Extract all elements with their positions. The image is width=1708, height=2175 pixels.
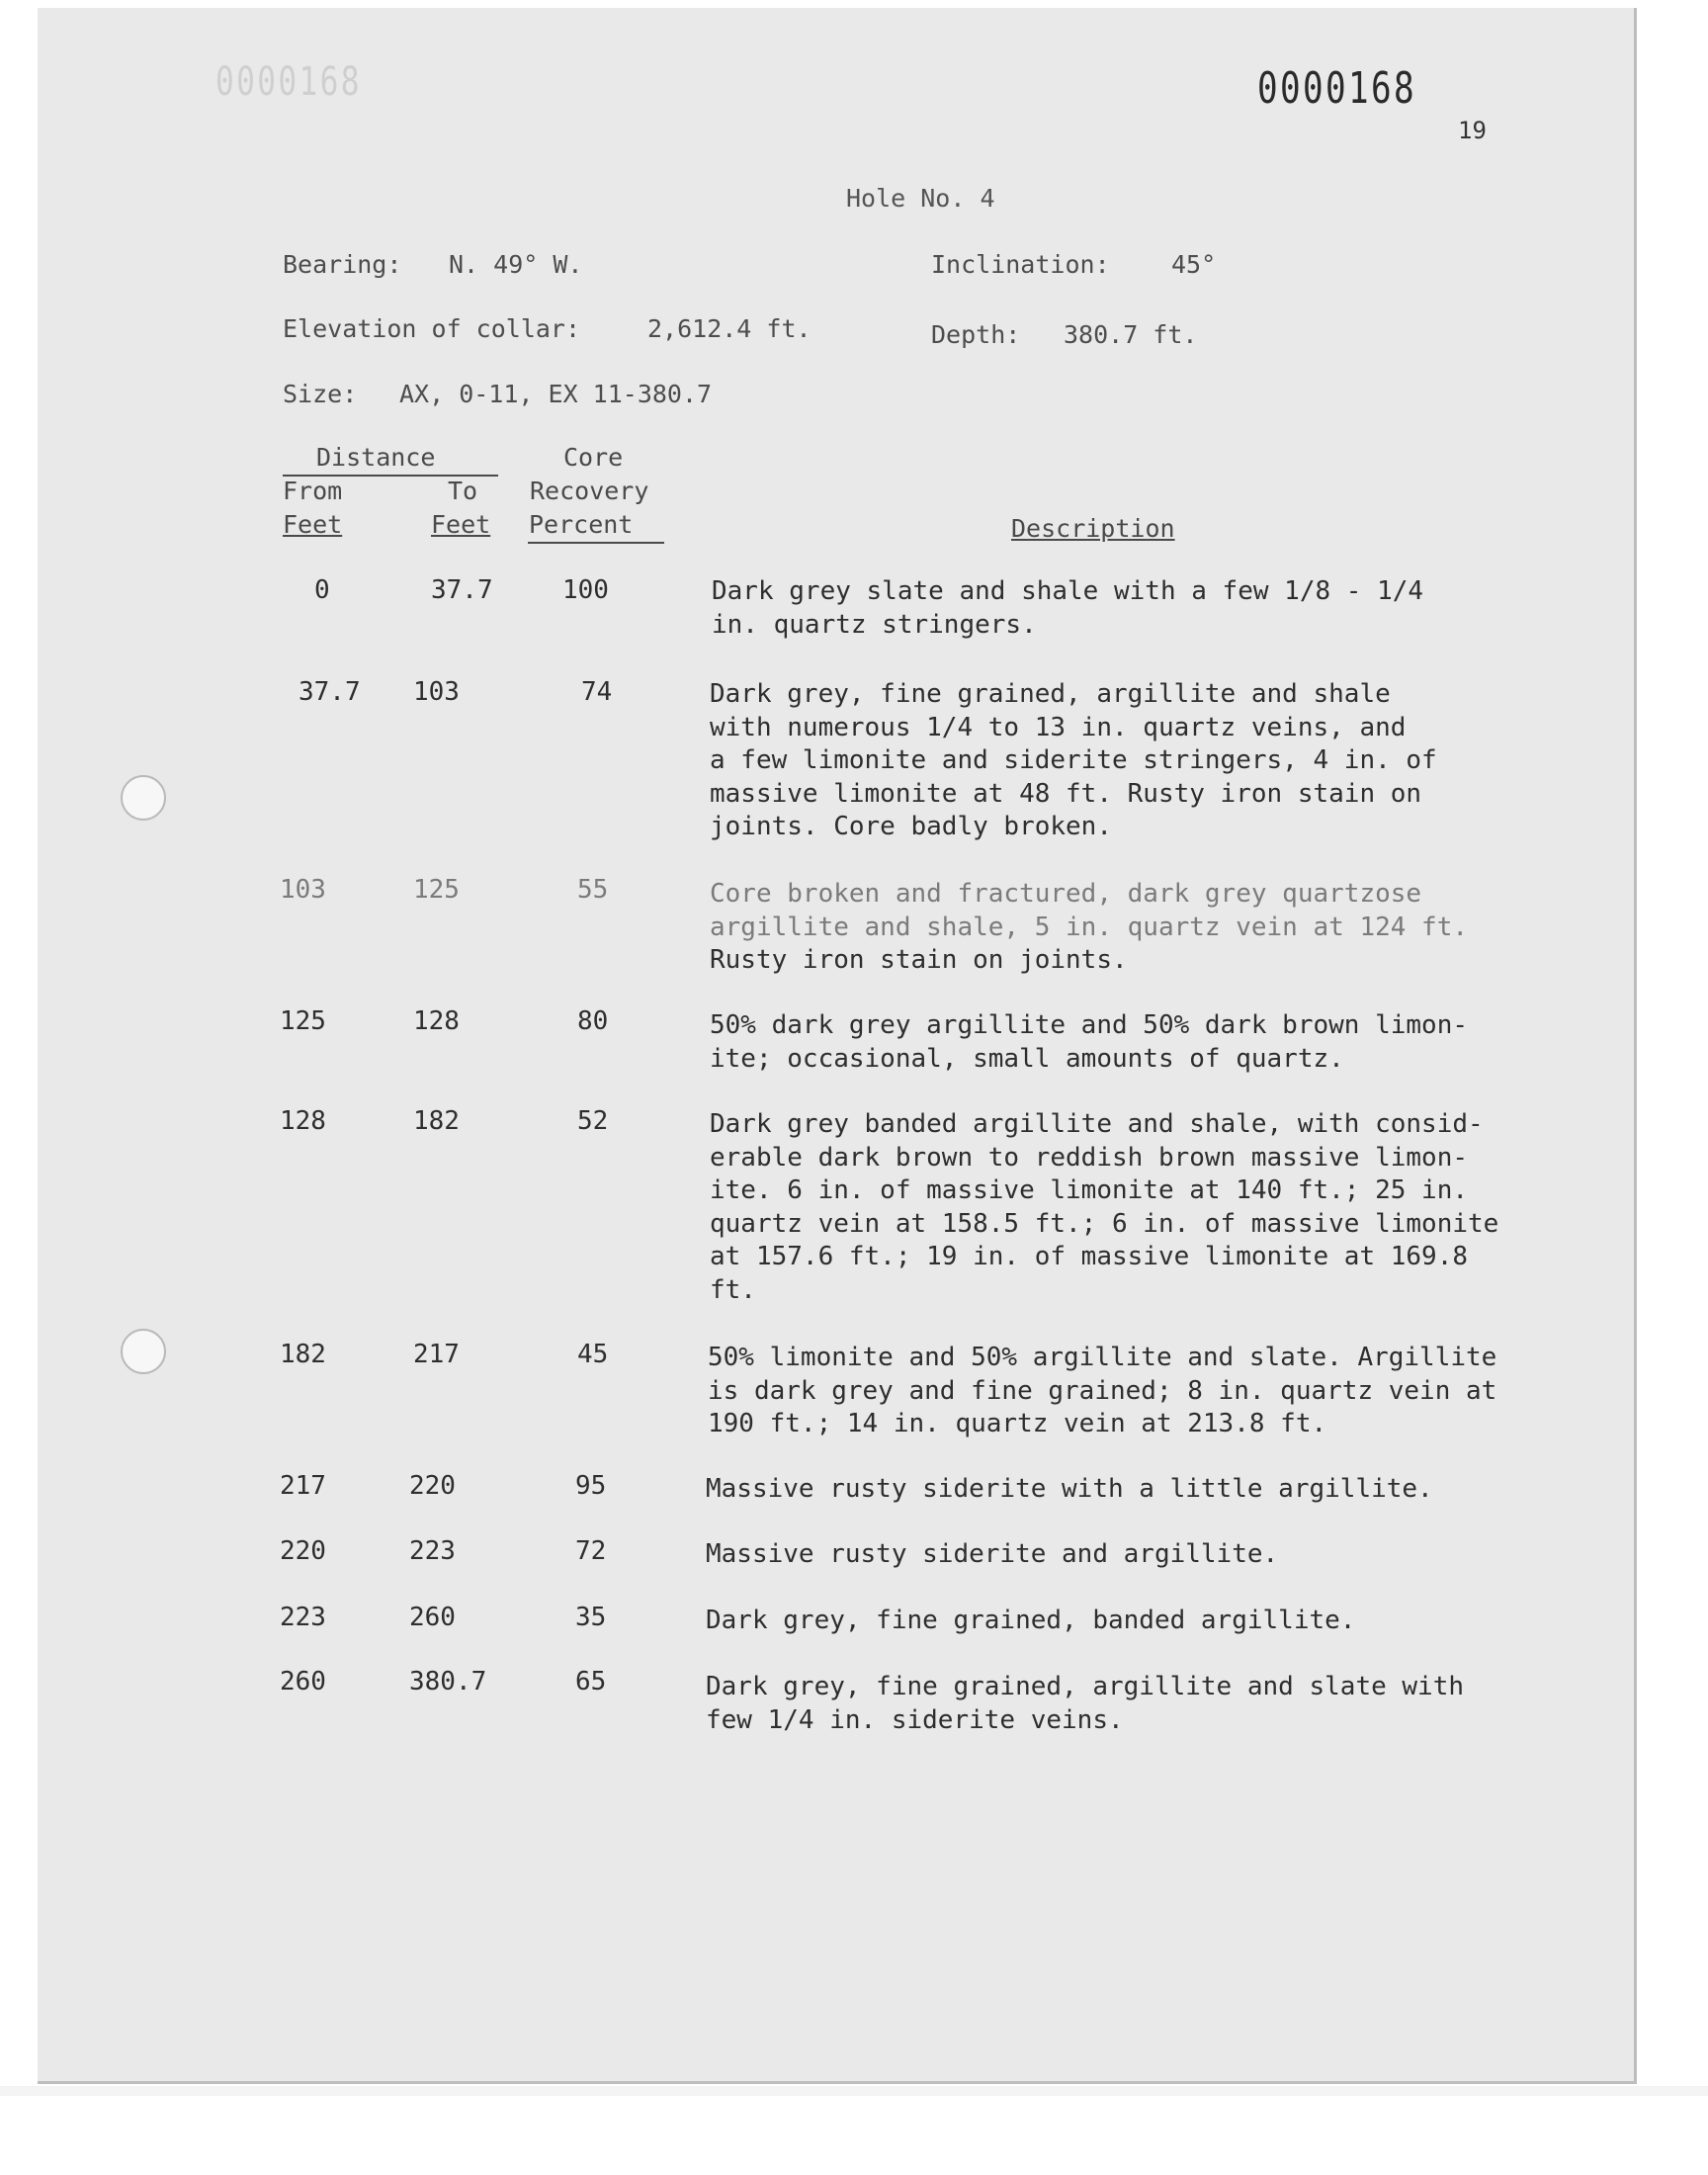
row-from: 0 <box>314 575 330 605</box>
row-to: 182 <box>413 1106 460 1136</box>
row-recovery: 95 <box>575 1471 607 1501</box>
description-line: is dark grey and fine grained; 8 in. quartz vein at <box>708 1375 1497 1406</box>
description-line: in. quartz stringers. <box>712 609 1037 640</box>
bearing-label: Bearing: <box>283 250 402 279</box>
row-description <box>706 1538 1278 1572</box>
row-recovery: 72 <box>575 1536 607 1566</box>
row-to: 220 <box>409 1471 456 1501</box>
description-line: massive limonite at 48 ft. Rusty iron stain on <box>710 778 1422 809</box>
description-line: Dark grey, fine grained, argillite and slate with <box>706 1672 1465 1701</box>
core-header: Core <box>563 443 624 472</box>
row-recovery: 100 <box>562 575 609 605</box>
inclination-value: 45° <box>1171 250 1217 279</box>
row-to: 128 <box>413 1006 460 1036</box>
row-recovery: 74 <box>581 677 613 707</box>
description-line: Dark grey slate and shale with a few 1/8 - 1/4 <box>712 576 1424 606</box>
distance-header: Distance <box>316 443 436 472</box>
description-line: Dark grey banded argillite and shale, with consid- <box>710 1109 1484 1139</box>
depth-label: Depth: <box>931 320 1021 349</box>
row-description <box>706 1473 1433 1507</box>
description-line: Dark grey, fine grained, banded argillite. <box>706 1606 1356 1635</box>
row-recovery: 80 <box>577 1006 609 1036</box>
description-line: a few limonite and siderite stringers, 4 in. of <box>710 745 1437 775</box>
row-recovery: 52 <box>577 1106 609 1136</box>
row-description <box>708 1342 1496 1441</box>
description-line: ite. 6 in. of massive limonite at 140 ft.; 25 in. <box>710 1175 1469 1205</box>
recovery-header: Recovery <box>530 477 649 505</box>
from-header: From <box>283 477 343 505</box>
depth-value: 380.7 ft. <box>1064 320 1198 349</box>
description-line: joints. Core badly broken. <box>710 812 1112 841</box>
description-line: ft. <box>710 1274 756 1305</box>
row-to: 125 <box>413 875 460 905</box>
elevation-label: Elevation of collar: <box>283 314 581 343</box>
document-page <box>38 8 1637 2084</box>
description-line: Massive rusty siderite with a little argillite. <box>706 1474 1433 1504</box>
description-line: with numerous 1/4 to 13 in. quartz veins, and <box>710 712 1407 742</box>
document-number: 0000168 <box>1257 63 1417 114</box>
row-recovery: 55 <box>577 875 609 905</box>
description-line: erable dark brown to reddish brown massive limon- <box>710 1142 1469 1173</box>
bearing-value: N. 49° W. <box>449 250 583 279</box>
row-description <box>710 1108 1498 1307</box>
from-feet-header: Feet <box>283 510 343 539</box>
row-description <box>710 1009 1468 1076</box>
hole-punch <box>121 775 166 821</box>
description-line: at 157.6 ft.; 19 in. of massive limonite at 169.8 <box>710 1242 1469 1271</box>
description-line: few 1/4 in. siderite veins. <box>706 1704 1124 1735</box>
description-line: Core broken and fractured, dark grey quartzose <box>710 879 1422 909</box>
description-line: argillite and shale, 5 in. quartz vein at 124 ft. <box>710 912 1469 942</box>
row-to: 380.7 <box>409 1667 487 1696</box>
elevation-value: 2,612.4 ft. <box>647 314 811 343</box>
row-from: 37.7 <box>299 677 361 707</box>
percent-underline <box>528 542 664 544</box>
row-to: 37.7 <box>431 575 493 605</box>
description-line: quartz vein at 158.5 ft.; 6 in. of massive limonite <box>710 1208 1499 1239</box>
size-label: Size: <box>283 380 358 408</box>
to-header: To <box>448 477 478 505</box>
row-from: 103 <box>280 875 326 905</box>
inclination-label: Inclination: <box>931 250 1110 279</box>
row-recovery: 45 <box>577 1340 609 1369</box>
description-line: Rusty iron stain on joints. <box>710 945 1128 975</box>
row-from: 217 <box>280 1471 326 1501</box>
page-number: 19 <box>1458 117 1487 144</box>
description-line: 190 ft.; 14 in. quartz vein at 213.8 ft. <box>708 1409 1327 1438</box>
page-edge-shadow <box>0 2086 1708 2096</box>
row-from: 223 <box>280 1603 326 1632</box>
row-description <box>710 678 1437 844</box>
row-from: 182 <box>280 1340 326 1369</box>
row-description <box>710 878 1468 978</box>
row-description <box>712 575 1423 642</box>
description-line: Massive rusty siderite and argillite. <box>706 1539 1279 1569</box>
description-line: ite; occasional, small amounts of quartz. <box>710 1043 1344 1074</box>
row-from: 128 <box>280 1106 326 1136</box>
percent-header: Percent <box>529 510 634 539</box>
description-line: 50% dark grey argillite and 50% dark brown limon- <box>710 1010 1469 1040</box>
description-header: Description <box>1011 514 1175 543</box>
bleed-through-number: 0000168 <box>215 59 362 105</box>
row-description <box>706 1605 1355 1638</box>
row-to: 103 <box>413 677 460 707</box>
description-line: 50% limonite and 50% argillite and slate. Argillite <box>708 1343 1497 1372</box>
row-recovery: 65 <box>575 1667 607 1696</box>
to-feet-header: Feet <box>431 510 491 539</box>
description-line: Dark grey, fine grained, argillite and shale <box>710 679 1391 709</box>
row-from: 260 <box>280 1667 326 1696</box>
row-to: 223 <box>409 1536 456 1566</box>
row-to: 260 <box>409 1603 456 1632</box>
size-value: AX, 0-11, EX 11-380.7 <box>399 380 713 408</box>
hole-punch <box>121 1329 166 1374</box>
row-from: 125 <box>280 1006 326 1036</box>
row-to: 217 <box>413 1340 460 1369</box>
row-recovery: 35 <box>575 1603 607 1632</box>
row-description <box>706 1671 1464 1737</box>
row-from: 220 <box>280 1536 326 1566</box>
hole-title: Hole No. 4 <box>846 184 995 213</box>
